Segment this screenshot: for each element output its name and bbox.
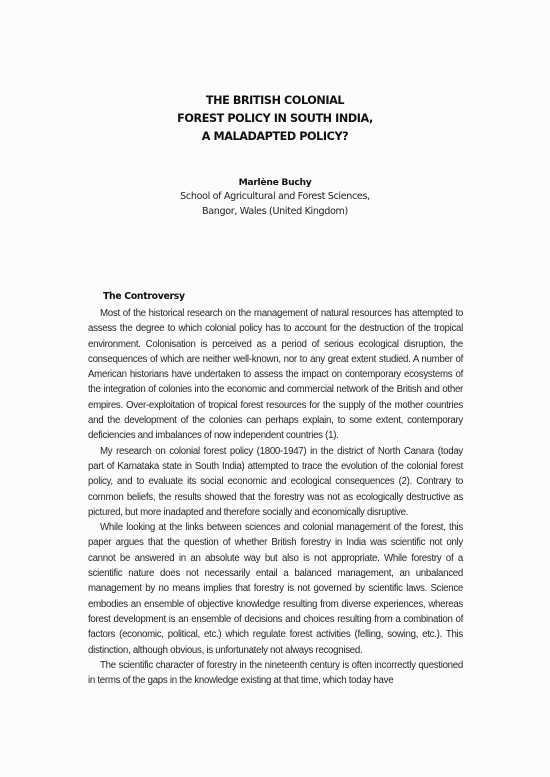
- affiliation-line: School of Agricultural and Forest Sciences,: [180, 191, 370, 202]
- paragraph: The scientific character of forestry in the nineteenth century is often incorrectly questioned in terms of the gaps in the knowledge existing at that time, which today have: [88, 659, 463, 687]
- title-line: FOREST POLICY IN SOUTH INDIA,: [177, 112, 373, 125]
- author-block: [0, 176, 550, 219]
- affiliation-line: Bangor, Wales (United Kingdom): [202, 206, 348, 217]
- title-line: THE BRITISH COLONIAL: [205, 94, 345, 107]
- paragraph: Most of the historical research on the management of natural resources has attempted to assess the degree to which colonial policy has to account for the destruction of the tropical environment. Colonisation is perceived as a period of serious ecological disruption, the consequences of which are neither well-known, nor to any great extent studied. A number of American historians have undertaken to assess the impact on contemporary ecosystems of the integration of colonies into the economic and commercial network of the British and other empires. Over-exploitation of tropical forest resources for the supply of the mother countries and the development of the colonies can perhaps explain, to some extent, contemporary deficiencies and imbalances of now independent countries (1).: [88, 308, 463, 442]
- section-heading: The Controversy: [103, 291, 185, 302]
- title-line: A MALADAPTED POLICY?: [201, 130, 349, 143]
- author-name: Marlène Buchy: [238, 177, 312, 188]
- paragraph: While looking at the links between sciences and colonial management of the forest, this paper argues that the question of whether British forestry in India was scientific not only cannot be answered in an absolute way but also is not appropriate. While forestry of a scientific nature does not necessarily entail a balanced management, an unbalanced management by no means implies that forestry is not governed by scientific laws. Science embodies an ensemble of objective knowledge resulting from diverse experiences, whereas forest development is an ensemble of decisions and choices resulting from a combination of factors (economic, political, etc.) which regulate forest activities (felling, sowing, etc.). This distinction, although obvious, is unfortunately not always recognised.: [88, 522, 463, 656]
- body-text: [88, 306, 463, 688]
- paper-title: [0, 92, 550, 146]
- paragraph: My research on colonial forest policy (1800-1947) in the district of North Canara (today part of Karnataka state in South India) attempted to trace the evolution of the colonial forest policy, and to evaluate its social economic and ecological consequences (2). Contrary to common beliefs, the results showed that the forestry was not as ecologically destructive as pictured, but more inadapted and therefore socially and economically disruptive.: [88, 445, 463, 518]
